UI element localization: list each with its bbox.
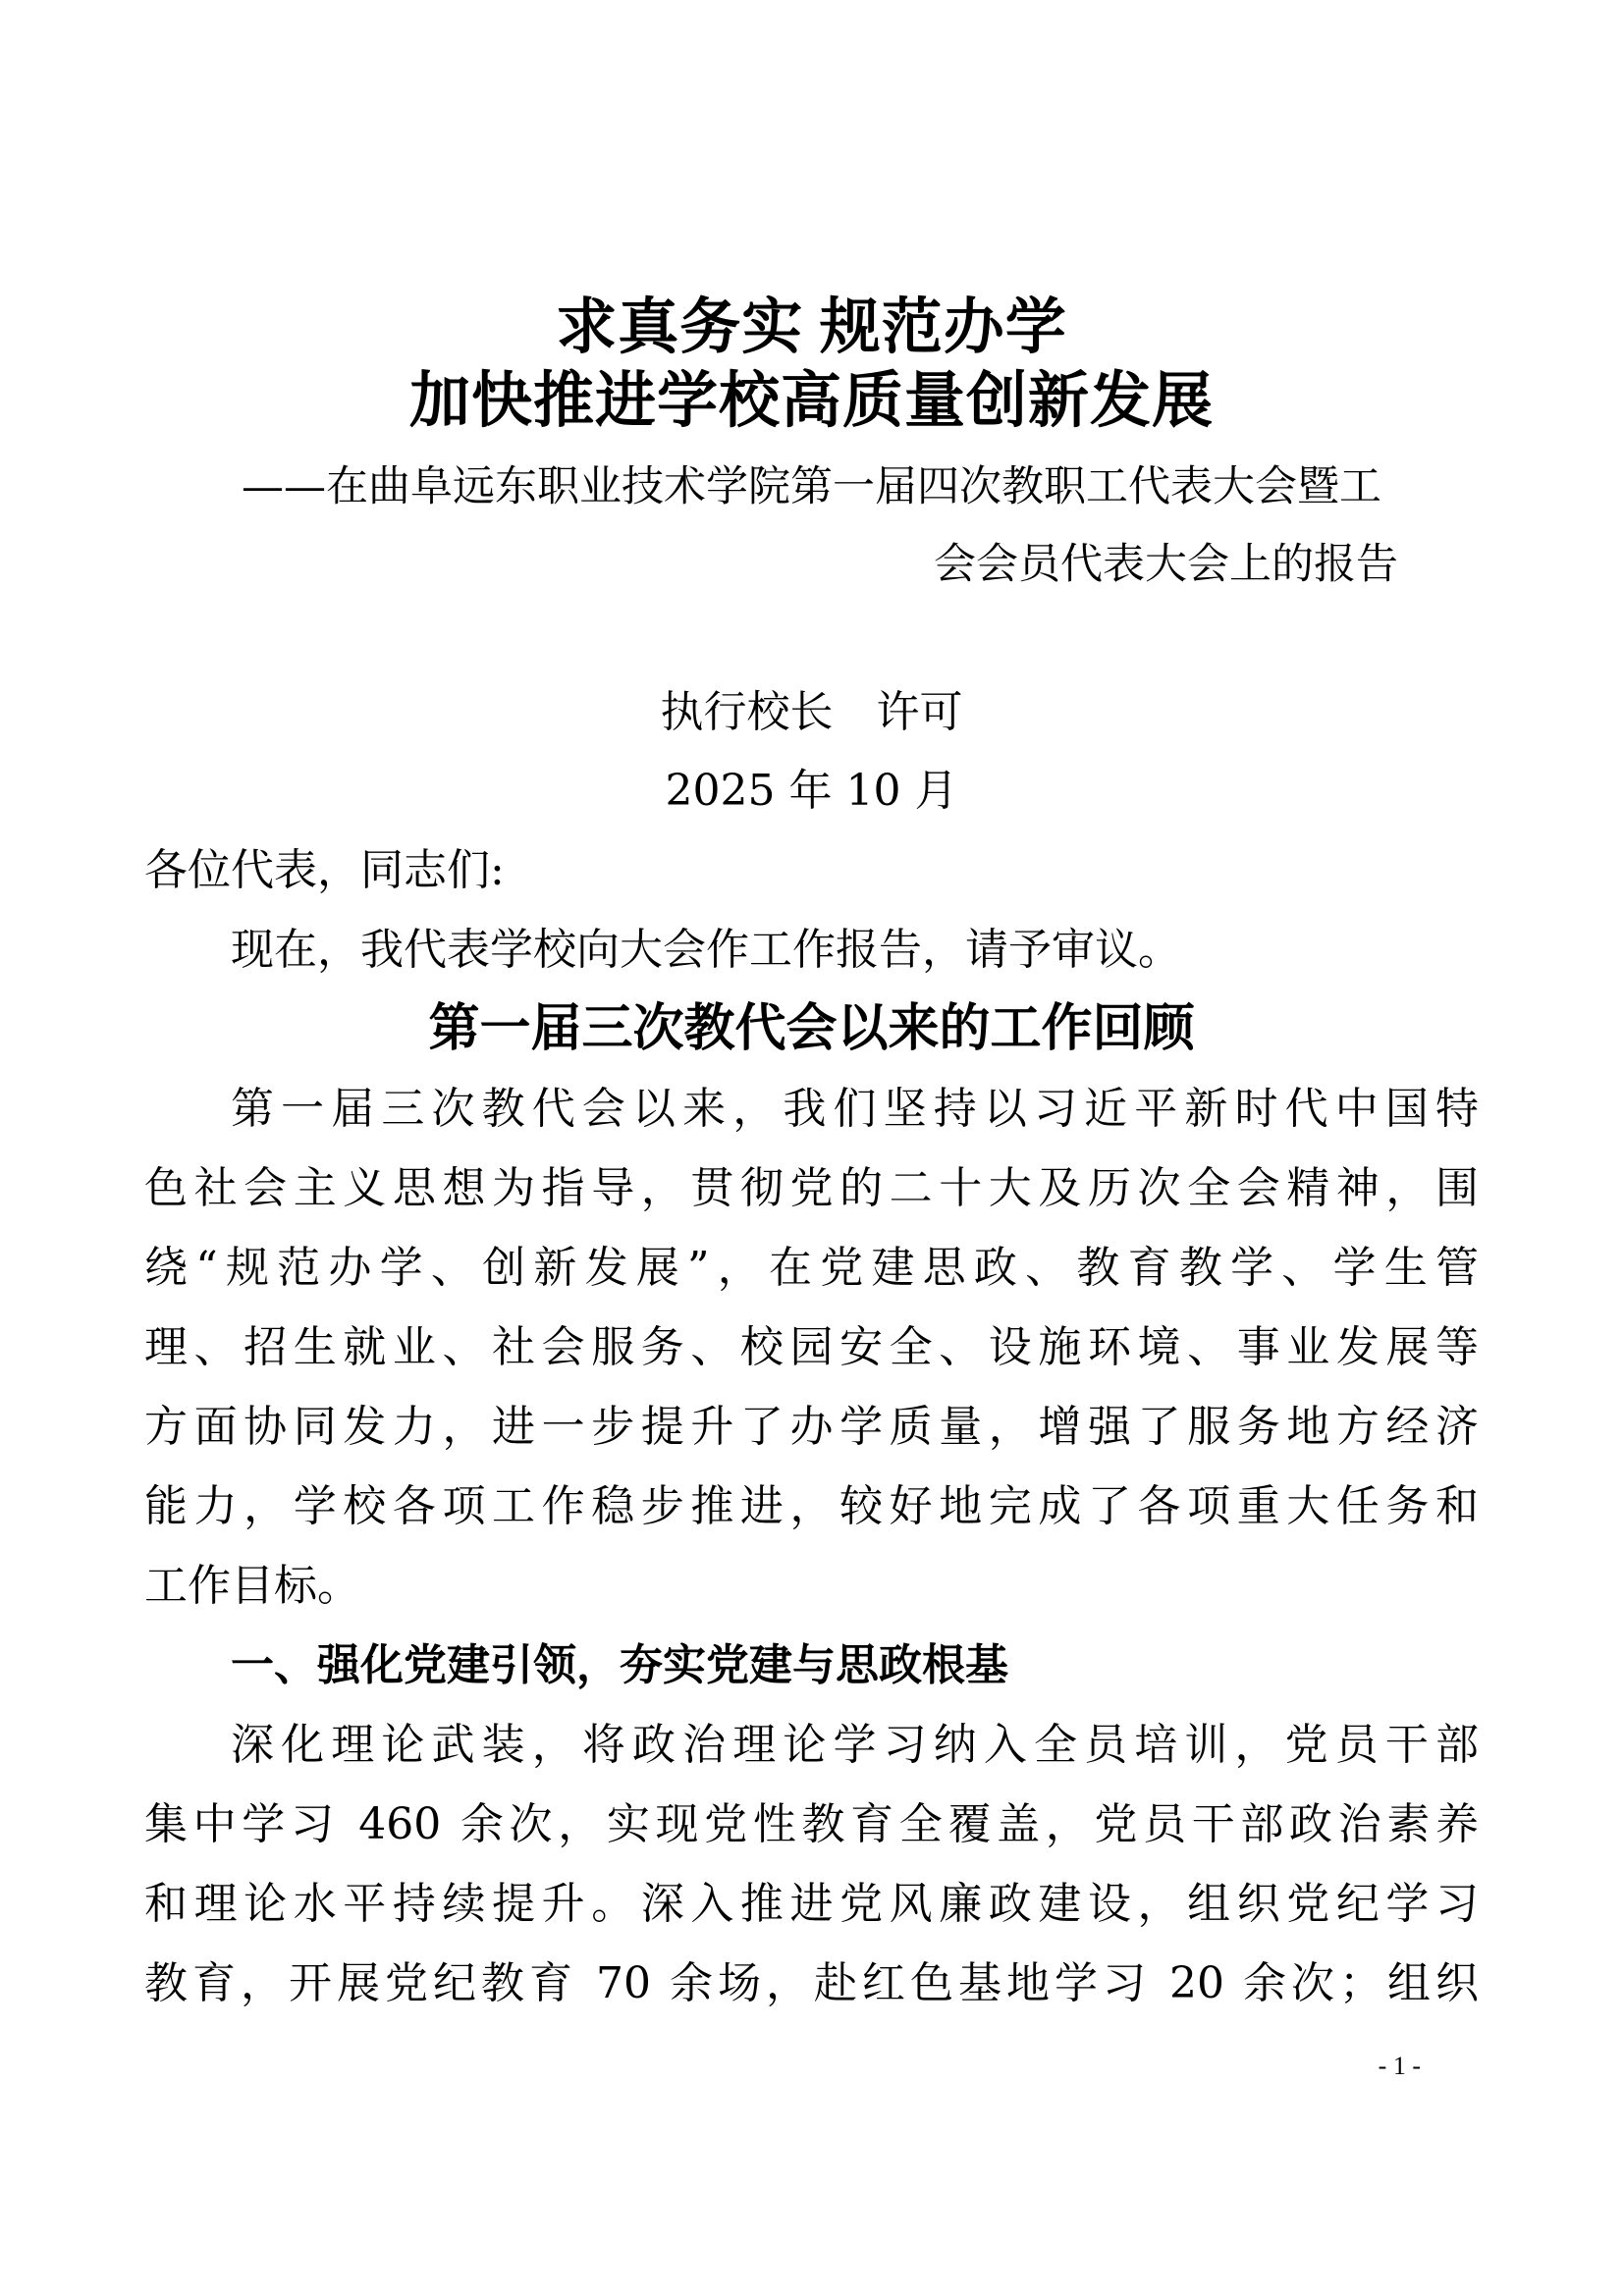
report-title-line-2: 加快推进学校高质量创新发展 [408,368,1214,435]
paragraph-1 [144,1069,1479,1626]
byline-block [144,673,1479,830]
paragraph-2 [144,1705,1479,2023]
paragraph-1-line-6: 能力，学校各项工作稳步推进，较好地完成了各项重大任务和 [144,1481,1479,1531]
paragraph-1-line-3: 绕“规范办学、创新发展”，在党建思政、教育教学、学生管 [144,1243,1479,1293]
report-date: 2025 年 10 月 [665,766,958,816]
section-heading: 第一届三次教代会以来的工作回顾 [428,1000,1195,1057]
subheading-1: 一、强化党建引领，夯实党建与思政根基 [231,1640,1008,1690]
paragraph-1-line-1: 第一届三次教代会以来，我们坚持以习近平新时代中国特 [231,1084,1479,1134]
paragraph-1-line-2: 色社会主义思想为指导，贯彻党的二十大及历次全会精神，围 [144,1163,1479,1213]
paragraph-2-line-2: 集中学习 460 余次，实现党性教育全覆盖，党员干部政治素养 [144,1799,1479,1849]
salutation: 各位代表，同志们: [144,845,505,895]
page-number: - 1 - [1378,2052,1421,2080]
paragraph-1-line-7: 工作目标。 [144,1561,360,1611]
report-title [144,292,1479,439]
paragraph-2-line-1: 深化理论武装，将政治理论学习纳入全员培训，党员干部 [231,1720,1479,1770]
report-title-line-1: 求真务实 规范办学 [556,294,1067,361]
paragraph-2-line-3: 和理论水平持续提升。深入推进党风廉政建设，组织党纪学习 [144,1879,1479,1929]
report-subtitle [144,449,1479,604]
paragraph-1-line-4: 理、招生就业、社会服务、校园安全、设施环境、事业发展等 [144,1322,1479,1372]
report-subtitle-line-1: ——在曲阜远东职业技术学院第一届四次教职工代表大会暨工 [242,462,1381,511]
report-subtitle-line-2: 会会员代表大会上的报告 [934,540,1398,589]
intro-line: 现在，我代表学校向大会作工作报告，请予审议。 [231,925,1181,975]
paragraph-2-line-4: 教育，开展党纪教育 70 余场，赴红色基地学习 20 余次；组织 [144,1958,1479,2008]
paragraph-1-line-5: 方面协同发力，进一步提升了办学质量，增强了服务地方经济 [144,1402,1479,1452]
speaker-byline: 执行校长 许可 [660,687,963,737]
